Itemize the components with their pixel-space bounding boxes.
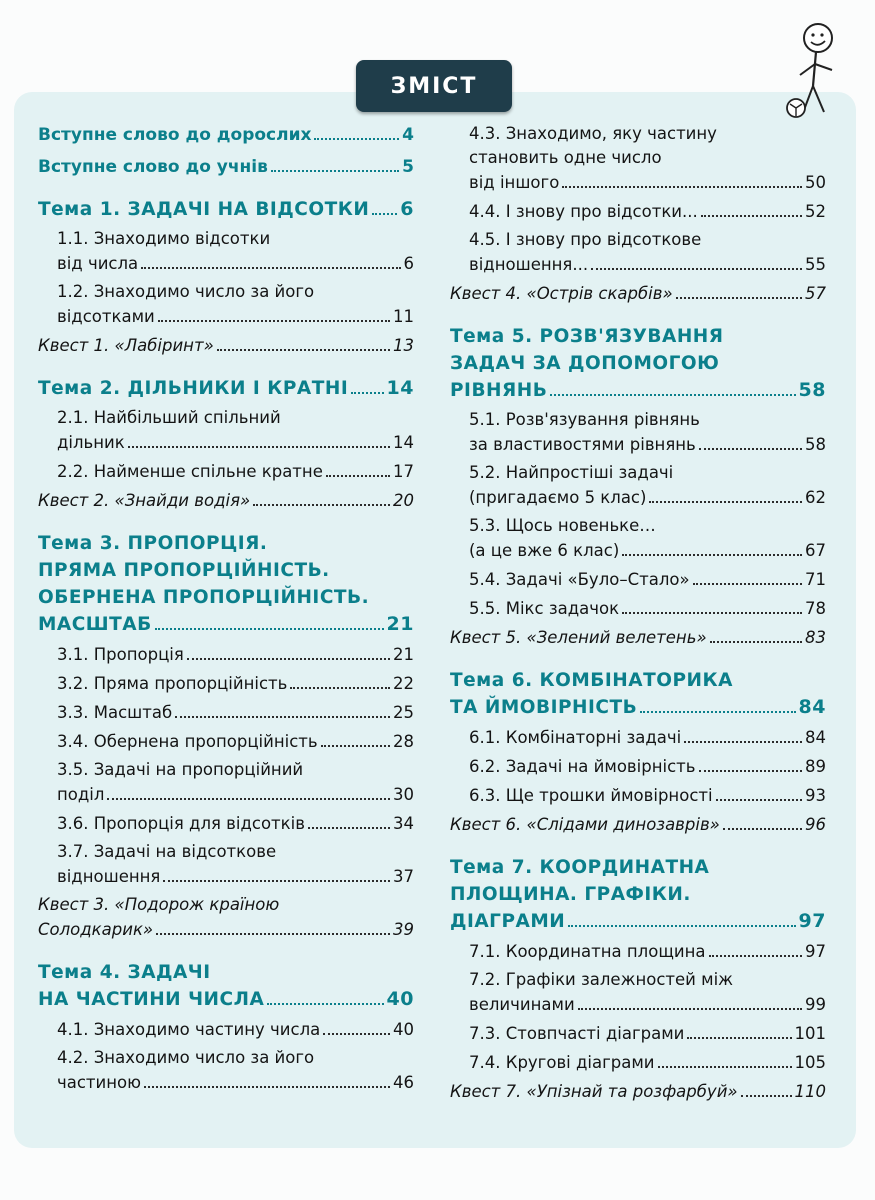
contents-heading: ЗМІСТ xyxy=(356,60,512,112)
page-number: 5 xyxy=(402,157,414,177)
topic-subsections xyxy=(38,642,414,890)
quest-entry[interactable] xyxy=(38,893,414,943)
dot-leader xyxy=(658,1066,792,1068)
page-number: 14 xyxy=(393,433,414,452)
entry-text-line: 2.1. Найбільший спільний xyxy=(57,408,281,427)
dot-leader xyxy=(107,798,390,800)
page-number: 20 xyxy=(393,491,414,510)
entry-last-line xyxy=(450,812,826,838)
subsection-entry[interactable] xyxy=(57,227,414,277)
subsection-entry[interactable] xyxy=(469,783,826,809)
dot-leader xyxy=(687,1037,791,1039)
dot-leader xyxy=(622,612,802,614)
page-number: 78 xyxy=(805,599,826,618)
entry-text-line: Тема 6. КОМБІНАТОРИКА xyxy=(450,670,733,691)
entry-last-line xyxy=(57,304,414,330)
entry-text-line: 5.2. Найпростіші задачі xyxy=(469,463,674,482)
entry-last-line xyxy=(450,625,826,651)
entry-text: 3.2. Пряма пропорційність xyxy=(57,674,288,693)
entry-last-line xyxy=(57,251,414,277)
dot-leader xyxy=(578,1008,802,1010)
entry-last-line xyxy=(469,199,826,225)
quest-entry[interactable] xyxy=(450,1079,826,1105)
quest-entry[interactable] xyxy=(450,812,826,838)
entry-text: Тема 2. ДІЛЬНИКИ І КРАТНІ xyxy=(38,378,349,399)
entry-last-line xyxy=(450,281,826,307)
dot-leader xyxy=(187,658,390,660)
dot-leader xyxy=(314,138,399,140)
entry-text-line: 5.1. Розв'язування рівнянь xyxy=(469,410,700,429)
entry-text-line: Тема 3. ПРОПОРЦІЯ. xyxy=(38,533,268,554)
entry-text-line: 5.3. Щось новеньке… xyxy=(469,516,656,535)
entry-last-line xyxy=(38,986,414,1013)
entry-last-line xyxy=(38,333,414,359)
quest-entry[interactable] xyxy=(38,333,414,359)
page-number: 97 xyxy=(798,910,826,932)
dot-leader xyxy=(693,583,802,585)
page-number: 30 xyxy=(393,785,414,804)
page-number: 89 xyxy=(805,757,826,776)
entry-last-line xyxy=(450,694,826,721)
entry-text-line: Тема 4. ЗАДАЧІ xyxy=(38,962,211,983)
entry-last-line xyxy=(57,430,414,456)
entry-text-line: становить одне число xyxy=(469,148,662,167)
entry-last-line xyxy=(38,488,414,514)
dot-leader xyxy=(267,1003,383,1005)
entry-text-line: ПЛОЩИНА. ГРАФІКИ. xyxy=(450,884,691,905)
dot-leader xyxy=(372,213,397,215)
entry-last-line xyxy=(57,864,414,890)
entry-text-line: 3.5. Задачі на пропорційний xyxy=(57,760,304,779)
dot-leader xyxy=(128,446,390,448)
page-number: 46 xyxy=(393,1073,414,1092)
entry-last-line xyxy=(57,1017,414,1043)
entry-last-line xyxy=(57,459,414,485)
topic-subsections xyxy=(450,939,826,1076)
entry-text: 7.4. Кругові діаграми xyxy=(469,1053,655,1072)
subsection-entry[interactable] xyxy=(57,280,414,330)
dot-leader xyxy=(290,687,390,689)
page-number: 37 xyxy=(393,867,414,886)
quest-entry[interactable] xyxy=(450,625,826,651)
page-number: 97 xyxy=(805,942,826,961)
entry-text: ТА ЙМОВІРНІСТЬ xyxy=(450,697,638,718)
dot-leader xyxy=(175,716,390,718)
page-number: 105 xyxy=(794,1053,826,1072)
entry-text: Вступне слово до дорослих xyxy=(38,125,312,145)
entry-text: (пригадаємо 5 клас) xyxy=(469,488,647,507)
entry-text: відсотками xyxy=(57,307,155,326)
dot-leader xyxy=(144,1086,390,1088)
dot-leader xyxy=(622,554,802,556)
entry-text-line: Тема 5. РОЗВ'ЯЗУВАННЯ xyxy=(450,326,724,347)
entry-text: за властивостями рівнянь xyxy=(469,435,696,454)
entry-text: 4.1. Знаходимо частину числа xyxy=(57,1020,321,1039)
dot-leader xyxy=(684,741,802,743)
entry-last-line xyxy=(38,196,414,223)
entry-last-line xyxy=(469,939,826,965)
entry-text-line: 3.7. Задачі на відсоткове xyxy=(57,842,277,861)
page-number: 57 xyxy=(805,284,826,303)
topic-subsections xyxy=(38,406,414,485)
subsection-entry[interactable] xyxy=(57,840,414,890)
subsection-entry[interactable] xyxy=(469,514,826,564)
subsection-entry[interactable] xyxy=(469,567,826,593)
page-number: 52 xyxy=(805,202,826,221)
entry-last-line xyxy=(57,671,414,697)
topic-heading[interactable] xyxy=(450,323,826,404)
entry-text-line: 4.3. Знаходимо, яку частину xyxy=(469,124,717,143)
entry-text-line: 4.5. І знову про відсоткове xyxy=(469,230,702,249)
page-number: 101 xyxy=(794,1024,826,1043)
dot-leader xyxy=(163,880,390,882)
subsection-entry[interactable] xyxy=(57,406,414,456)
entry-text-line: 4.2. Знаходимо число за його xyxy=(57,1048,315,1067)
dot-leader xyxy=(550,394,795,396)
page-number: 6 xyxy=(403,254,414,273)
dot-leader xyxy=(709,955,803,957)
entry-text: МАСШТАБ xyxy=(38,614,152,635)
subsection-entry[interactable] xyxy=(469,754,826,780)
entry-text: 6.1. Комбінаторні задачі xyxy=(469,728,682,747)
quest-entry[interactable] xyxy=(450,281,826,307)
entry-text-line: ЗАДАЧ ЗА ДОПОМОГОЮ xyxy=(450,353,720,374)
page-number: 34 xyxy=(393,814,414,833)
subsection-entry[interactable] xyxy=(469,968,826,1018)
entry-text: 3.1. Пропорція xyxy=(57,645,184,664)
dot-leader xyxy=(591,268,802,270)
dot-leader xyxy=(741,1095,792,1097)
subsection-entry[interactable] xyxy=(469,122,826,196)
entry-last-line xyxy=(450,377,826,404)
subsection-entry[interactable] xyxy=(57,729,414,755)
dot-leader xyxy=(141,267,400,269)
page-number: 22 xyxy=(393,674,414,693)
page-number: 58 xyxy=(805,435,826,454)
topic-subsections xyxy=(38,1017,414,1096)
dot-leader xyxy=(217,349,390,351)
dot-leader xyxy=(158,320,390,322)
entry-last-line xyxy=(57,782,414,808)
page-number: 13 xyxy=(393,336,414,355)
entry-text: Квест 2. «Знайди водія» xyxy=(38,491,251,510)
page-number: 83 xyxy=(805,628,826,647)
dot-leader xyxy=(253,504,390,506)
entry-last-line xyxy=(469,538,826,564)
entry-last-line xyxy=(469,485,826,511)
entry-last-line xyxy=(469,170,826,196)
subsection-entry[interactable] xyxy=(469,1021,826,1047)
entry-text: Квест 4. «Острів скарбів» xyxy=(450,284,673,303)
entry-text: величинами xyxy=(469,995,575,1014)
subsection-entry[interactable] xyxy=(57,811,414,837)
subsection-entry[interactable] xyxy=(57,671,414,697)
entry-last-line xyxy=(469,1050,826,1076)
dot-leader xyxy=(699,770,803,772)
entry-text: частиною xyxy=(57,1073,142,1092)
subsection-entry[interactable] xyxy=(469,408,826,458)
entry-last-line xyxy=(57,811,414,837)
topic-heading[interactable] xyxy=(450,854,826,935)
entry-last-line xyxy=(469,992,826,1018)
entry-last-line xyxy=(469,783,826,809)
dot-leader xyxy=(676,297,802,299)
entry-last-line xyxy=(57,1070,414,1096)
entry-text: 7.3. Стовпчасті діаграми xyxy=(469,1024,685,1043)
page-number: 4 xyxy=(402,125,414,145)
dot-leader xyxy=(271,170,399,172)
entry-text: Квест 1. «Лабіринт» xyxy=(38,336,214,355)
entry-text: 6.3. Ще трошки ймовірності xyxy=(469,786,713,805)
entry-last-line xyxy=(450,908,826,935)
entry-last-line xyxy=(38,917,414,943)
entry-text: 3.3. Масштаб xyxy=(57,703,173,722)
entry-text: 4.4. І знову про відсотки... xyxy=(469,202,698,221)
entry-text: НА ЧАСТИНИ ЧИСЛА xyxy=(38,989,265,1010)
entry-text: Вступне слово до учнів xyxy=(38,157,268,177)
page-number: 84 xyxy=(805,728,826,747)
dot-leader xyxy=(723,828,802,830)
toc-intro-entry[interactable] xyxy=(38,122,414,148)
subsection-entry[interactable] xyxy=(57,642,414,668)
entry-text-line: ОБЕРНЕНА ПРОПОРЦІЙНІСТЬ. xyxy=(38,587,370,608)
page-number: 6 xyxy=(400,198,414,220)
dot-leader xyxy=(640,711,795,713)
entry-last-line xyxy=(38,611,414,638)
dot-leader xyxy=(155,628,384,630)
entry-last-line xyxy=(57,642,414,668)
page-number: 55 xyxy=(805,255,826,274)
entry-last-line xyxy=(57,729,414,755)
page-number: 58 xyxy=(798,379,826,401)
page-number: 62 xyxy=(805,488,826,507)
page-number: 71 xyxy=(805,570,826,589)
subsection-entry[interactable] xyxy=(57,700,414,726)
stick-figure-icon xyxy=(780,20,842,120)
page-number: 96 xyxy=(805,815,826,834)
entry-text: 3.6. Пропорція для відсотків xyxy=(57,814,305,833)
page-number: 17 xyxy=(393,462,414,481)
dot-leader xyxy=(308,827,390,829)
page-number: 28 xyxy=(393,732,414,751)
dot-leader xyxy=(568,925,795,927)
subsection-entry[interactable] xyxy=(57,1046,414,1096)
dot-leader xyxy=(710,641,802,643)
topic-heading[interactable] xyxy=(38,196,414,223)
subsection-entry[interactable] xyxy=(57,1017,414,1043)
topic-subsections xyxy=(450,408,826,622)
topic-heading[interactable] xyxy=(38,530,414,638)
page-number: 110 xyxy=(794,1082,826,1101)
entry-text-line: ПРЯМА ПРОПОРЦІЙНІСТЬ. xyxy=(38,560,330,581)
page-number: 50 xyxy=(805,173,826,192)
entry-text-line: 7.2. Графіки залежностей між xyxy=(469,970,734,989)
entry-text: 5.5. Мікс задачок xyxy=(469,599,620,618)
page-number: 21 xyxy=(393,645,414,664)
entry-text: відношення... xyxy=(469,255,589,274)
entry-text-line: 1.1. Знаходимо відсотки xyxy=(57,229,271,248)
page-number: 99 xyxy=(805,995,826,1014)
entry-text: від числа xyxy=(57,254,139,273)
page-number: 11 xyxy=(393,307,414,326)
entry-last-line xyxy=(469,252,826,278)
entry-last-line xyxy=(38,375,414,402)
entry-last-line xyxy=(469,725,826,751)
entry-last-line xyxy=(469,567,826,593)
entry-text: поділ xyxy=(57,785,105,804)
topic-heading[interactable] xyxy=(450,667,826,721)
entry-last-line xyxy=(450,1079,826,1105)
entry-text: Солодкарик» xyxy=(38,920,154,939)
page-number: 40 xyxy=(393,1020,414,1039)
entry-last-line xyxy=(469,596,826,622)
page-number: 25 xyxy=(393,703,414,722)
topic-subsections xyxy=(450,725,826,809)
page-number: 39 xyxy=(393,920,414,939)
topic-heading[interactable] xyxy=(38,375,414,402)
dot-leader xyxy=(326,475,390,477)
entry-last-line xyxy=(469,432,826,458)
dot-leader xyxy=(699,448,802,450)
entry-text: 7.1. Координатна площина xyxy=(469,942,706,961)
page-number: 93 xyxy=(805,786,826,805)
dot-leader xyxy=(156,933,390,935)
toc-intro-entry[interactable] xyxy=(38,154,414,180)
entry-text: Тема 1. ЗАДАЧІ НА ВІДСОТКИ xyxy=(38,199,370,220)
toc-column-left xyxy=(38,122,414,1099)
subsection-entry[interactable] xyxy=(469,228,826,278)
dot-leader xyxy=(649,501,802,503)
subsection-entry[interactable] xyxy=(57,459,414,485)
page-number: 14 xyxy=(386,377,414,399)
dot-leader xyxy=(323,1033,390,1035)
entry-text: Квест 5. «Зелений велетень» xyxy=(450,628,707,647)
dot-leader xyxy=(716,799,802,801)
dot-leader xyxy=(351,392,383,394)
entry-last-line xyxy=(57,700,414,726)
entry-text: (а це вже 6 клас) xyxy=(469,541,620,560)
subsection-entry[interactable] xyxy=(469,461,826,511)
quest-entry[interactable] xyxy=(38,488,414,514)
entry-text: від іншого xyxy=(469,173,560,192)
entry-last-line xyxy=(469,754,826,780)
topic-subsections xyxy=(38,227,414,330)
subsection-entry[interactable] xyxy=(469,725,826,751)
entry-text: РІВНЯНЬ xyxy=(450,380,548,401)
subsection-entry[interactable] xyxy=(469,199,826,225)
entry-text-line: 1.2. Знаходимо число за його xyxy=(57,282,315,301)
entry-text: Квест 7. «Упізнай та розфарбуй» xyxy=(450,1082,738,1101)
page-number: 21 xyxy=(386,613,414,635)
entry-text: 2.2. Найменше спільне кратне xyxy=(57,462,323,481)
subsection-entry[interactable] xyxy=(469,939,826,965)
page-number: 67 xyxy=(805,541,826,560)
topic-subsections xyxy=(450,122,826,278)
subsection-entry[interactable] xyxy=(57,758,414,808)
entry-text: 3.4. Обернена пропорційність xyxy=(57,732,318,751)
entry-text: дільник xyxy=(57,433,125,452)
dot-leader xyxy=(562,186,802,188)
dot-leader xyxy=(701,215,802,217)
entry-text: Квест 6. «Слідами динозаврів» xyxy=(450,815,720,834)
page-number: 40 xyxy=(386,988,414,1010)
entry-last-line xyxy=(469,1021,826,1047)
subsection-entry[interactable] xyxy=(469,1050,826,1076)
topic-heading[interactable] xyxy=(38,959,414,1013)
entry-text-line: Квест 3. «Подорож країною xyxy=(38,895,280,914)
dot-leader xyxy=(321,745,390,747)
entry-text: відношення xyxy=(57,867,161,886)
subsection-entry[interactable] xyxy=(469,596,826,622)
entry-text: ДІАГРАМИ xyxy=(450,911,566,932)
entry-text: 6.2. Задачі на ймовірність xyxy=(469,757,696,776)
toc-column-right xyxy=(450,122,826,1105)
entry-text-line: Тема 7. КООРДИНАТНА xyxy=(450,857,710,878)
entry-text: 5.4. Задачі «Було–Стало» xyxy=(469,570,690,589)
page-number: 84 xyxy=(798,696,826,718)
